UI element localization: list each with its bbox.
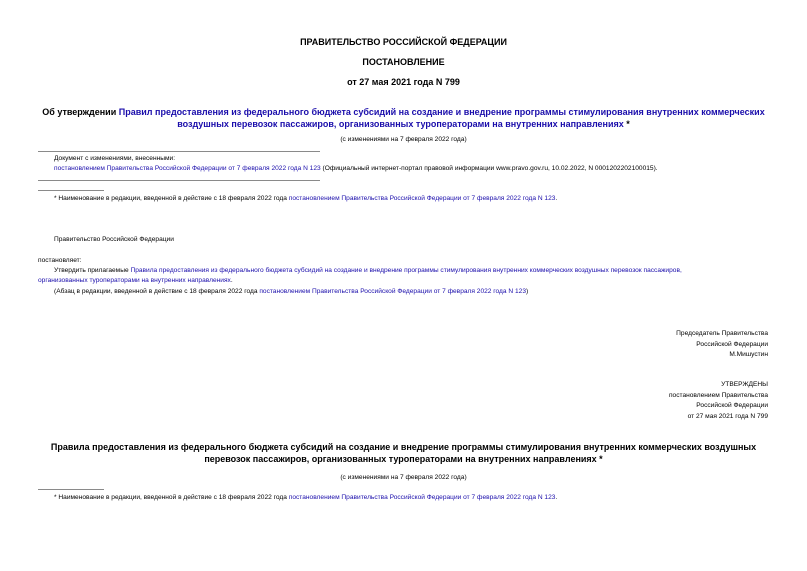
changes-label: Документ с изменениями, внесенными: [54, 155, 176, 162]
document-title [0, 106, 807, 130]
document-date-number: от 27 мая 2021 года N 799 [347, 77, 460, 87]
edit-note-end: ) [526, 288, 529, 295]
footnote-text: * Наименование в редакции, введенной в действие с 18 февраля 2022 года [54, 494, 289, 501]
publication-source: (Официальный интернет-портал правовой информации www.pravo.gov.ru, 10.02.2022, N 0001202202100015). [320, 165, 658, 172]
footnote [54, 194, 557, 203]
footnote-decree-link[interactable]: постановлением Правительства Российской Федерации от 7 февраля 2022 года N 123 [288, 494, 556, 501]
approval-stamp [500, 380, 768, 422]
resolves-word: постановляет: [38, 257, 82, 264]
approved-by: постановлением Правительства [668, 391, 768, 399]
approve-prefix: Утвердить прилагаемые [54, 267, 131, 274]
rules-heading-line2: перевозок пассажиров, организованных туроператорами на внутренних направлениях * [204, 454, 603, 464]
signatory-body: Российской Федерации [696, 340, 768, 348]
footnote-end: . [555, 195, 558, 202]
amending-decree-link[interactable]: постановлением Правительства Российской Федерации от 7 февраля 2022 года N 123 [54, 165, 321, 172]
title-prefix: Об утверждении [42, 107, 119, 117]
approve-paragraph [38, 266, 768, 276]
title-footnote-mark: * [623, 119, 630, 129]
footnote-end: . [555, 494, 558, 501]
document-type: ПОСТАНОВЛЕНИЕ [362, 57, 445, 67]
approved-rules-link-cont[interactable]: организованных туроператорами на внутренних направлениях [38, 277, 231, 284]
footnote-text: * Наименование в редакции, введенной в действие с 18 февраля 2022 года [54, 195, 289, 202]
signatory-name: М.Мишустин [729, 351, 768, 358]
footnote-divider [38, 190, 104, 191]
divider [38, 151, 320, 152]
rules-title-link-cont[interactable]: воздушных перевозок пассажиров, организованных туроператорами на внутренних направлениях [177, 119, 624, 129]
amendment-note: (с изменениями на 7 февраля 2022 года) [340, 136, 467, 143]
approve-end: . [230, 277, 233, 284]
footnote [54, 493, 557, 502]
footnote-divider [38, 489, 104, 490]
paragraph-edit-note [54, 287, 528, 296]
footnote-decree-link[interactable]: постановлением Правительства Российской Федерации от 7 февраля 2022 года N 123 [288, 195, 556, 202]
changes-source [54, 164, 658, 173]
approve-paragraph-cont [38, 276, 233, 285]
approved-word: УТВЕРЖДЕНЫ [721, 381, 768, 388]
rules-heading-line1: Правила предоставления из федерального бюджета субсидий на создание и внедрение программы стимулирования внутренних коммерческих воздушных [50, 442, 757, 452]
divider [38, 180, 320, 181]
government-heading: ПРАВИТЕЛЬСТВО РОССИЙСКОЙ ФЕДЕРАЦИИ [300, 37, 507, 47]
signature-block [500, 329, 768, 361]
government-subject: Правительство Российской Федерации [54, 236, 174, 243]
edit-note-decree-link[interactable]: постановлением Правительства Российской Федерации от 7 февраля 2022 года N 123 [259, 288, 526, 295]
approved-body: Российской Федерации [696, 402, 768, 409]
rules-amendment-note: (с изменениями на 7 февраля 2022 года) [340, 474, 467, 481]
rules-heading [0, 441, 807, 465]
signatory-position: Председатель Правительства [676, 330, 768, 337]
approved-rules-link[interactable]: Правила предоставления из федерального бюджета субсидий на создание и внедрение программы стимулирования внутренних коммерческих воздушных перевозок пассажиров, [130, 267, 682, 274]
approved-date: от 27 мая 2021 года N 799 [687, 412, 768, 420]
edit-note-prefix: (Абзац в редакции, введенной в действие с 18 февраля 2022 года [54, 288, 260, 295]
rules-title-link[interactable]: Правил предоставления из федерального бюджета субсидий на создание и внедрение программы стимулирования внутренних коммерческих [118, 107, 765, 117]
